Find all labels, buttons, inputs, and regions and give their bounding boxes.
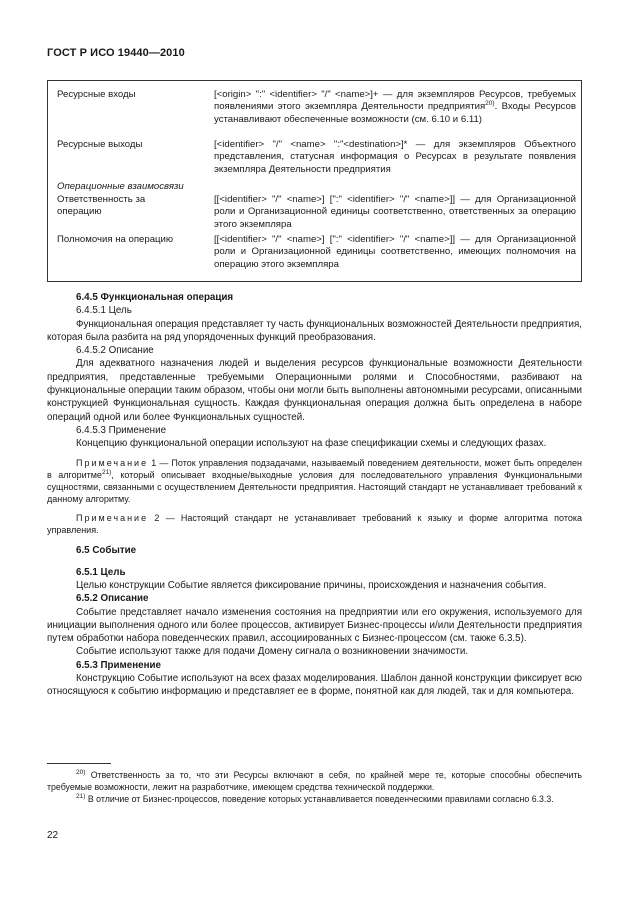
section-heading: 6.4.5 Функциональная операция: [76, 292, 234, 303]
note-paragraph: Примечание 2 — Настоящий стандарт не устанавливает требований к языку и форме алгоритма потока управления.: [47, 512, 582, 536]
footnote-separator: [47, 763, 111, 764]
row-label: Полномочия на операцию: [57, 234, 174, 245]
row-description: [<origin> ":" <identifier> "/" <name>]+ — для экземпляров Ресурсов, требуемых появлениями этого экземпляра Деятельности предприятия$^{20)}$. Входы Ресурсов устанавливают обеспеченные возможности (см. 6.10 и 6.11): [214, 89, 576, 125]
table-section-title: Операционные взаимосвязи: [57, 181, 184, 192]
body-text: [47, 291, 582, 699]
section-heading: 6.5.2 Описание: [76, 593, 149, 605]
standard-header: ГОСТ Р ИСО 19440—2010: [47, 47, 185, 59]
page-number: 22: [47, 830, 59, 841]
row-label: Ответственность за операцию: [57, 194, 146, 218]
section-heading: 6.5.1 Цель: [76, 566, 126, 578]
body-paragraph: Целью конструкции Событие является фиксирование причины, происхождения и назначения события.: [76, 579, 547, 591]
subsection-heading: 6.4.5.2 Описание: [76, 345, 154, 357]
footnote: $^{21)}$ В отличие от Бизнес-процессов, поведение которых устанавливается поведенческими правилами согласно 6.3.3.: [76, 792, 554, 804]
body-paragraph: Событие представляет начало изменения состояния на предприятии или его окружения, используемого для инициации выполнения одного или более процессов, активирует Бизнес-процессы и/или Деятельности предприятия путем обработки набора поведенческих правил, ассоциированных с Бизнес-процессом (см. также 6.3.5).: [47, 606, 582, 645]
row-label: Ресурсные выходы: [57, 139, 143, 150]
footnote: $^{20)}$ Ответственность за то, что эти Ресурсы включают в себя, по крайней мере те, которые способны обеспечить требуемые возможности, лежит на разработчике, имеющем средства технической поддержки.: [47, 769, 582, 792]
row-description: [[<identifier> "/" <name>] [":" <identifier> "/" <name>]] — для Организационной роли и Организационной единицы соответственно, ответственных за операцию этого экземпляра: [214, 194, 576, 230]
spacer: [47, 558, 582, 566]
subsection-heading: 6.4.5.3 Применение: [76, 424, 167, 436]
row-label: Ресурсные входы: [57, 89, 136, 100]
spacer: [47, 536, 582, 544]
row-description: [[<identifier> "/" <name>] [":" <identifier> "/" <name>]] — для Организационной роли и Организационной единицы соответственно, имеющих полномочия на операцию этого экземпляра: [214, 234, 576, 270]
body-paragraph: Для адекватного назначения людей и выделения ресурсов функциональные возможности Деятельности предприятия, представленные требуемыми Операционными ролями и Способностями, разбивают на функциональные операции таким образом, чтобы они могли быть выполнены автономными ресурсами, описанными конструкцией Функциональная сущность. Каждая функциональная операция должна быть определена в наборе операций одной или более Функциональных сущностей.: [47, 358, 582, 423]
body-paragraph: Событие используют также для подачи Домену сигнала о возникновении значимости.: [76, 646, 469, 658]
attributes-table: [47, 80, 582, 282]
note-paragraph: Примечание 1 — Поток управления подзадачами, называемый поведением деятельности, может быть определен в алгоритме$^{21)}$, который описывает входные/выходные условия для последовательного управления Функциональными сущностями, связанными с осуществлением Деятельности предприятия. Настоящий стандарт не устанавливает требований к данному алгоритму.: [47, 457, 582, 505]
section-heading: 6.5 Событие: [76, 545, 137, 557]
row-description: [<identifier> "/" <name> ":"<destination>]* — для экземпляров Объектного представления, статусная информация о Ресурсах в результате появления экземпляра Деятельности предприятия: [214, 139, 576, 175]
body-paragraph: Функциональная операция представляет ту часть функциональных возможностей Деятельности предприятия, которая была разбита на ряд упорядоченных функций преобразования.: [47, 318, 582, 343]
footnotes: [47, 770, 582, 805]
subsection-heading: 6.4.5.1 Цель: [76, 305, 132, 317]
body-paragraph: Конструкцию Событие используют на всех фазах моделирования. Шаблон данной конструкции фиксирует всю относящуюся к событию информацию и представляет ее в форме, понятной как для людей, так и для компьютера.: [47, 673, 582, 698]
section-heading: 6.5.3 Применение: [76, 659, 162, 671]
body-paragraph: Концепцию функциональной операции используют на фазе спецификации схемы и следующих фазах.: [76, 438, 547, 450]
